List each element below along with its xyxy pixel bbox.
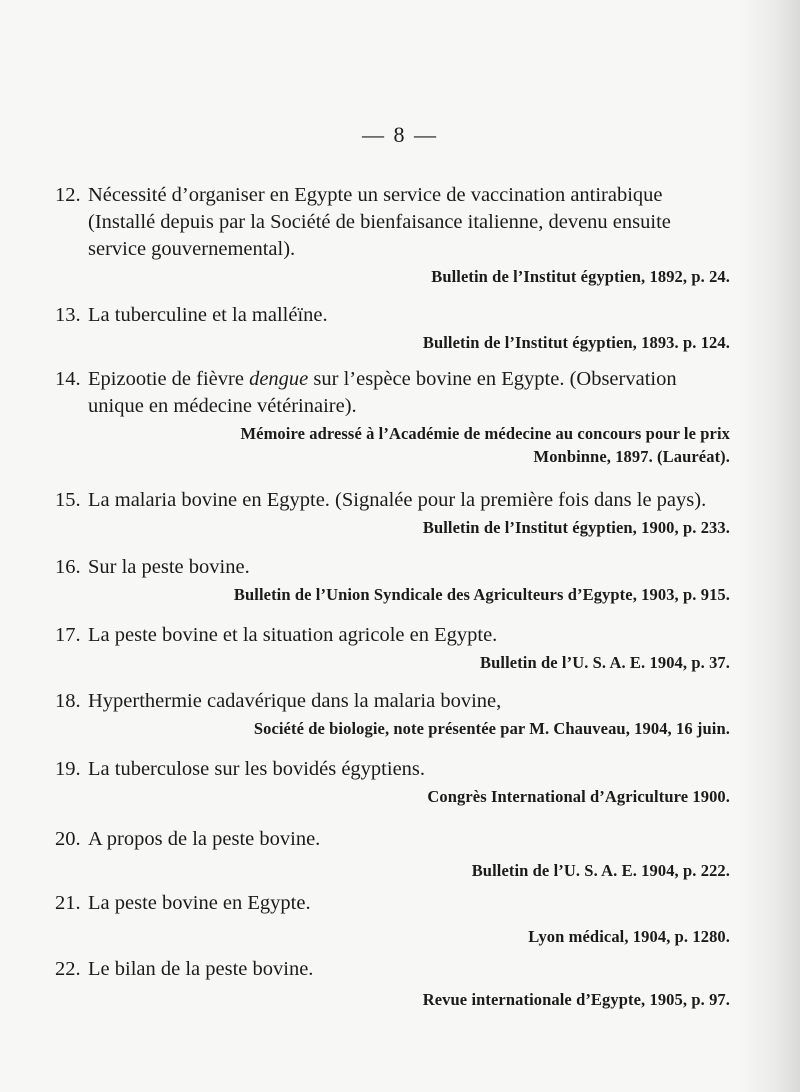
entry-source: Revue internationale d’Egypte, 1905, p. 97. bbox=[422, 990, 730, 1009]
entry-title-text: Hyperthermie cadavérique dans la malaria bovine, bbox=[88, 690, 502, 712]
entry-title-text: Le bilan de la peste bovine. bbox=[88, 958, 314, 980]
entry-source: Congrès International d’Agriculture 1900. bbox=[427, 787, 730, 806]
bibliography-entry-13 bbox=[55, 302, 730, 354]
entry-source: Bulletin de l’Institut égyptien, 1893. p. 124. bbox=[422, 333, 730, 352]
entry-source: Bulletin de l’U. S. A. E. 1904, p. 222. bbox=[471, 861, 730, 880]
entry-title bbox=[55, 826, 730, 853]
bibliography-entry-18 bbox=[55, 688, 730, 740]
entry-source: Bulletin de l’Union Syndicale des Agriculteurs d’Egypte, 1903, p. 915. bbox=[233, 585, 730, 604]
page-edge-shadow bbox=[740, 0, 800, 1092]
entry-number: 12. bbox=[55, 184, 81, 206]
entry-number: 17. bbox=[55, 624, 81, 646]
entry-number: 18. bbox=[55, 690, 81, 712]
entry-title bbox=[55, 756, 730, 783]
bibliography-entry-14 bbox=[55, 366, 730, 468]
entry-source: Bulletin de l’U. S. A. E. 1904, p. 37. bbox=[480, 653, 730, 672]
entry-title-text-pre: Epizootie de fièvre bbox=[88, 368, 250, 390]
entry-title-text: Sur la peste bovine. bbox=[88, 556, 250, 578]
bibliography-entry-21 bbox=[55, 890, 730, 948]
entry-title bbox=[55, 956, 730, 983]
entry-title bbox=[55, 554, 730, 581]
bibliography-entry-12 bbox=[55, 182, 730, 288]
entry-title-text: La tuberculine et la malléïne. bbox=[88, 304, 328, 326]
bibliography-entry-17 bbox=[55, 622, 730, 674]
entry-title-text: A propos de la peste bovine. bbox=[88, 828, 321, 850]
entry-source: Mémoire adressé à l’Académie de médecine au concours pour le prix bbox=[240, 424, 730, 443]
entry-number: 13. bbox=[55, 304, 81, 326]
entry-title-text: La malaria bovine en Egypte. (Signalée pour la première fois dans le pays). bbox=[88, 489, 707, 511]
entry-source: Lyon médical, 1904, p. 1280. bbox=[528, 927, 730, 946]
bibliography-entry-20 bbox=[55, 826, 730, 882]
entry-title bbox=[55, 622, 730, 649]
entry-title-text-post: sur l’espèce bovine en Egypte. (Observation unique en médecine vétérinaire). bbox=[88, 368, 677, 417]
entry-title bbox=[55, 890, 730, 917]
entry-number: 15. bbox=[55, 489, 81, 511]
entry-title bbox=[55, 182, 730, 263]
entry-title-text: Nécessité d’organiser en Egypte un service de vaccination antirabique (Installé depuis par la Société de bienfaisance italienne, devenu ensuite service gouvernemental). bbox=[88, 184, 671, 260]
bibliography-entry-16 bbox=[55, 554, 730, 606]
page-number: — 8 — bbox=[362, 122, 438, 147]
entry-number: 22. bbox=[55, 958, 81, 980]
entry-number: 16. bbox=[55, 556, 81, 578]
entry-title bbox=[55, 366, 730, 420]
entry-title bbox=[55, 487, 730, 514]
bibliography-entry-22 bbox=[55, 956, 730, 1011]
entry-number: 19. bbox=[55, 758, 81, 780]
entry-title-text: La tuberculose sur les bovidés égyptiens. bbox=[88, 758, 426, 780]
entry-title bbox=[55, 302, 730, 329]
entry-number: 21. bbox=[55, 892, 81, 914]
entry-title-text: La peste bovine et la situation agricole en Egypte. bbox=[88, 624, 498, 646]
bibliography-entry-15 bbox=[55, 487, 730, 539]
entry-source: Bulletin de l’Institut égyptien, 1892, p. 24. bbox=[431, 267, 730, 286]
entry-source: Bulletin de l’Institut égyptien, 1900, p. 233. bbox=[422, 518, 730, 537]
entry-number: 20. bbox=[55, 828, 81, 850]
entry-number: 14. bbox=[55, 368, 81, 390]
bibliography-entry-19 bbox=[55, 756, 730, 808]
entry-title bbox=[55, 688, 730, 715]
entry-title-text: La peste bovine en Egypte. bbox=[88, 892, 311, 914]
entry-source-continued: Monbinne, 1897. (Lauréat). bbox=[533, 447, 730, 466]
entry-source: Société de biologie, note présentée par M. Chauveau, 1904, 16 juin. bbox=[253, 719, 730, 738]
entry-title-italic: dengue bbox=[249, 368, 309, 390]
